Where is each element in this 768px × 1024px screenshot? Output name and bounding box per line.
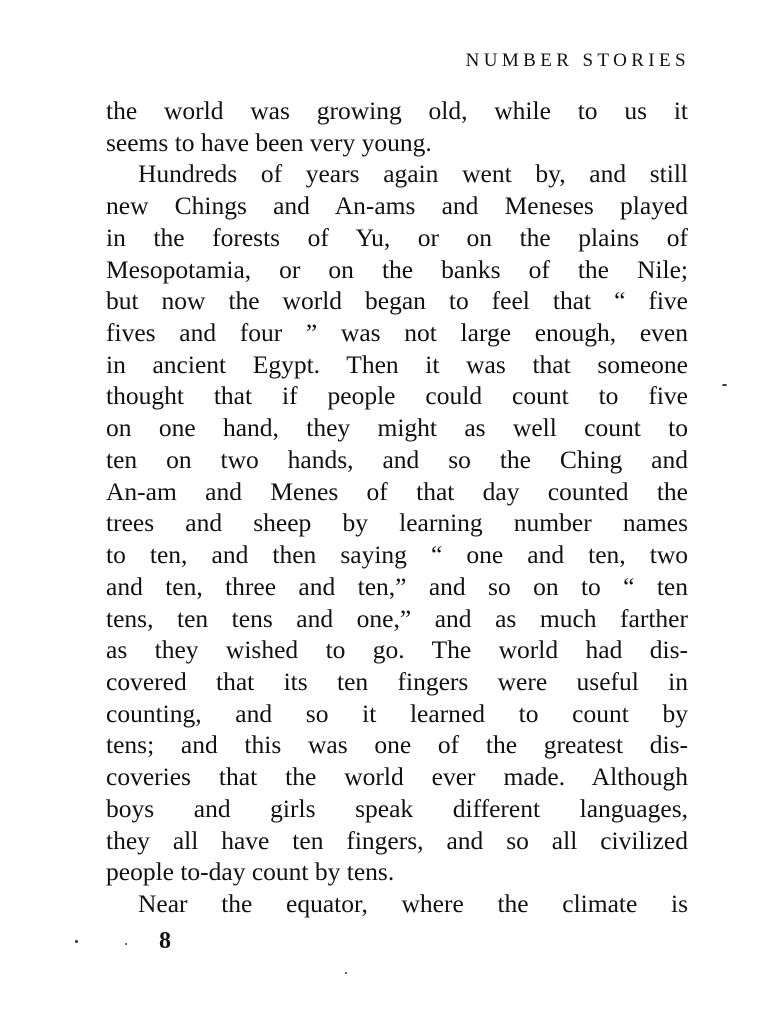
text-line: fives and four ” was not large enough, even	[106, 318, 688, 348]
text-line: in ancient Egypt. Then it was that someone	[106, 349, 688, 379]
text-line: to ten, and then saying “ one and ten, two	[106, 540, 688, 570]
scan-speck	[75, 940, 78, 943]
text-line: counting, and so it learned to count by	[106, 698, 688, 728]
text-line: but now the world began to feel that “ five	[106, 286, 688, 316]
text-line: covered that its ten fingers were useful in	[106, 666, 688, 696]
text-line: trees and sheep by learning number names	[106, 508, 688, 538]
text-line: the world was growing old, while to us it	[106, 96, 688, 125]
text-line: and ten, three and ten,” and so on to “ ten	[106, 571, 688, 601]
body-text	[106, 95, 688, 920]
text-line: ten on two hands, and so the Ching and	[106, 444, 688, 474]
text-line: tens; and this was one of the greatest dis-	[106, 730, 688, 760]
text-line: Hundreds of years again went by, and still	[138, 159, 688, 189]
text-line: Near the equator, where the climate is	[138, 888, 688, 918]
text-line: people to-day count by tens.	[106, 857, 395, 887]
text-line: Mesopotamia, or on the banks of the Nile;	[106, 254, 688, 284]
text-line: in the forests of Yu, or on the plains of	[106, 222, 688, 252]
scan-speck	[345, 972, 347, 974]
page-number: 8	[159, 928, 171, 954]
text-line: on one hand, they might as well count to	[106, 413, 688, 443]
scan-speck	[722, 384, 727, 386]
text-line: thought that if people could count to five	[106, 381, 688, 411]
text-line: they all have ten fingers, and so all civilized	[106, 825, 688, 855]
text-line: new Chings and An-ams and Meneses played	[106, 191, 688, 221]
text-line: as they wished to go. The world had dis-	[106, 635, 688, 665]
text-line: seems to have been very young.	[106, 127, 432, 157]
text-line: An-am and Menes of that day counted the	[106, 476, 688, 506]
scan-speck	[125, 943, 127, 945]
text-line: tens, ten tens and one,” and as much farther	[106, 603, 688, 633]
text-line: boys and girls speak different languages,	[106, 793, 688, 823]
text-line: coveries that the world ever made. Although	[106, 762, 688, 792]
running-head: NUMBER STORIES	[465, 50, 690, 71]
